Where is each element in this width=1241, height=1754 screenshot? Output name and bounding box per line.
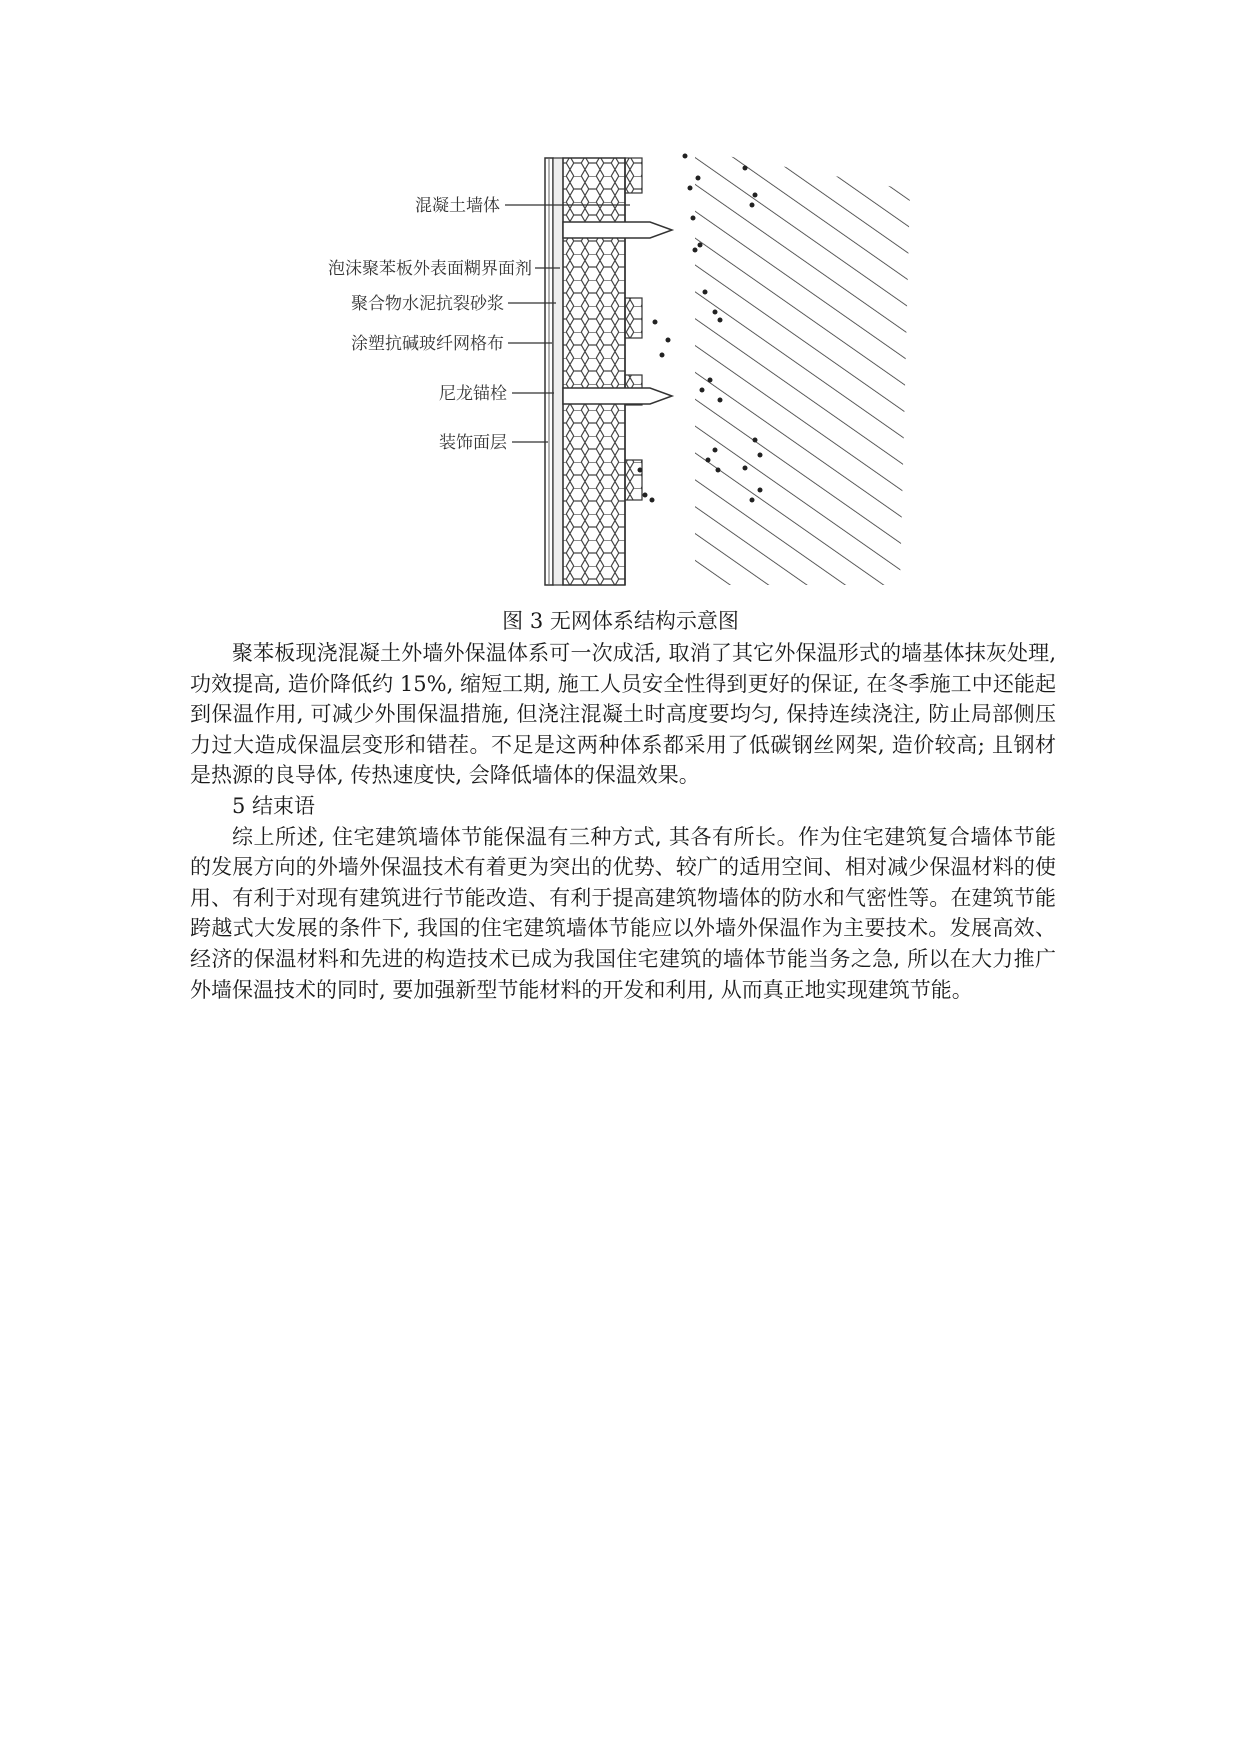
wall-structure-figure	[300, 150, 940, 590]
label-decorative-layer: 装饰面层	[439, 433, 507, 453]
wall-structure-diagram	[300, 150, 940, 590]
section-heading: 5 结束语	[232, 793, 316, 818]
label-interface-agent: 泡沫聚苯板外表面糊界面剂	[328, 259, 532, 279]
paragraph-1: 聚苯板现浇混凝土外墙外保温体系可一次成活, 取消了其它外保温形式的墙基体抹灰处理, 功效提高, 造价降低约 15%, 缩短工期, 施工人员安全性得到更好的保证, 在冬季施工中还能起到保温作用, 可减少外围保温措施, 但浇注混凝土时高度要均匀, 保持连续浇注, 防止局部侧压力过大造成保温层变形和错茬。不足是这两种体系都采用了低碳钢丝网架, 造价较高; 且钢材是热源的良导体, 传热速度快, 会降低墙体的保温效果。	[190, 641, 1056, 788]
label-fiberglass-mesh: 涂塑抗碱玻纤网格布	[351, 334, 504, 354]
nylon-anchor-top	[563, 222, 672, 238]
paragraph-2: 综上所述, 住宅建筑墙体节能保温有三种方式, 其各有所长。作为住宅建筑复合墙体节能的发展方向的外墙外保温技术有着更为突出的优势、较广的适用空间、相对减少保温材料的使用、有利于对现有建筑进行节能改造、有利于提高建筑物墙体的防水和气密性等。在建筑节能跨越式大发展的条件下, 我国的住宅建筑墙体节能应以外墙外保温作为主要技术。发展高效、经济的保温材料和先进的构造技术已成为我国住宅建筑的墙体节能当务之急, 所以在大力推广外墙保温技术的同时, 要加强新型节能材料的开发和利用, 从而真正地实现建筑节能。	[190, 824, 1056, 1002]
label-concrete-wall: 混凝土墙体	[415, 196, 500, 216]
mortar-mesh-layer	[553, 158, 563, 585]
concrete-wall	[625, 150, 925, 590]
label-anticrack-mortar: 聚合物水泥抗裂砂浆	[351, 294, 504, 314]
body-text	[190, 638, 1056, 1005]
label-nylon-anchor: 尼龙锚栓	[439, 384, 507, 404]
nylon-anchor-bottom	[563, 388, 672, 404]
figure-caption: 图 3 无网体系结构示意图	[502, 609, 739, 633]
